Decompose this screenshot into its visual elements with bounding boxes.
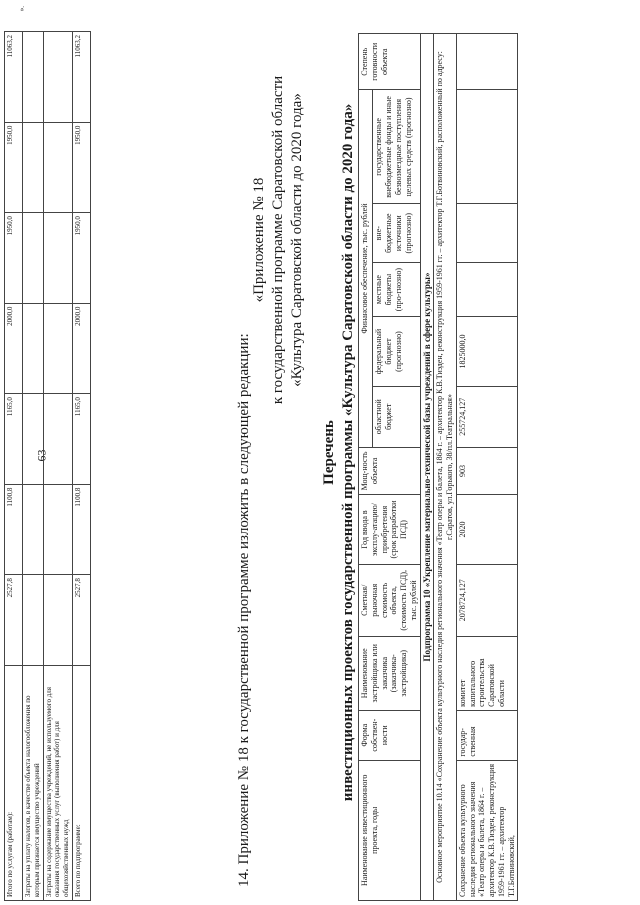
top-row-value xyxy=(43,213,72,304)
appendix-line-2: к государственной программе Саратовской области xyxy=(270,75,286,405)
cell-state-nonbudget xyxy=(456,90,518,204)
header-ownership: Форма собствен-ности xyxy=(359,710,421,760)
top-row-label: Затраты на уплату налогов, в качестве объекта налогообложения по которым признается имущество учреждений xyxy=(23,665,44,900)
top-row-value: 11063,2 xyxy=(72,32,90,123)
cell-ownership: государ-ственная xyxy=(456,710,518,760)
top-table xyxy=(4,31,91,901)
cell-federal: 1825000,0 xyxy=(456,317,518,387)
top-row-value: 2000,0 xyxy=(72,303,90,394)
header-developer: Наименование застройщика или заказчика (заказчика-застройщика) xyxy=(359,636,421,710)
list-title-line-1: Перечень xyxy=(321,420,337,485)
appendix-line-3: «Культура Саратовской области до 2020 года» xyxy=(289,93,305,387)
table-row xyxy=(456,34,518,901)
top-table-row xyxy=(5,32,23,901)
header-readiness: Степень готовности объекта xyxy=(359,34,421,91)
cell-year: 2020 xyxy=(456,495,518,565)
cell-readiness xyxy=(456,34,518,91)
header-extra: вне-бюджетные источники (прогнозно) xyxy=(373,204,420,263)
top-row-value xyxy=(43,484,72,575)
header-year: Год ввода в эксплу-атацию/ приобретения (срок разработки ПСД) xyxy=(359,495,421,565)
page-number: 63 xyxy=(34,449,49,462)
header-estimated-cost: Сметная/ рыночная стоимость объекта, (стоимость ПСД), тыс. рублей xyxy=(359,564,421,636)
list-title xyxy=(320,0,358,905)
top-row-label: Затраты на содержание имущества учреждений, не используемого для оказания государственных услуг (выполнения работ) и для общехозяйственных нужд xyxy=(43,665,72,900)
cell-developer: комитет капитального строительства Саратовской области xyxy=(456,636,518,710)
top-row-label: Всего по подпрограмме: xyxy=(72,665,90,900)
top-row-value: 1100,8 xyxy=(72,484,90,575)
top-table-row xyxy=(23,32,44,901)
header-federal: федеральный бюджет (прогнозно) xyxy=(373,317,420,387)
top-row-value: 1950,0 xyxy=(5,213,23,304)
top-table-row xyxy=(72,32,90,901)
cell-capacity: 903 xyxy=(456,447,518,495)
cell-extra xyxy=(456,204,518,263)
header-state-nonbudget: государственные внебюджетные фонды и иные безвозмездные поступления целевых средств (прогнозно) xyxy=(373,90,420,204)
cell-estimated-cost: 2078724,127 xyxy=(456,564,518,636)
top-row-value xyxy=(43,303,72,394)
top-row-value: 11063,2 xyxy=(5,32,23,123)
top-row-value xyxy=(23,32,44,123)
measure-title: Основное мероприятие 10.14 «Сохранение объекта культурного наследия регионального значения «Театр оперы и балета, 1864 г. – архитектор К.В.Тиэден, реконструкция 1959-1961 гг. – архитектор Т.Г.Ботвиновский, расположенный по адресу: г.Саратов, ул.Горького, 38/пл.Театральная» xyxy=(434,34,457,901)
header-capacity: Мощ-ность объекта xyxy=(359,447,421,495)
top-row-value xyxy=(23,213,44,304)
top-row-label: Итого по услугам (работам): xyxy=(5,665,23,900)
top-row-value: 2000,0 xyxy=(5,303,23,394)
amendment-text: 14. Приложение № 18 к государственной программе изложить в следующей редакции: xyxy=(236,333,252,887)
top-row-value xyxy=(23,575,44,666)
top-row-value xyxy=(23,122,44,213)
top-table-row xyxy=(43,32,72,901)
top-row-value: 1950,0 xyxy=(72,213,90,304)
cell-regional: 255724,127 xyxy=(456,386,518,447)
top-row-value: 1100,8 xyxy=(5,484,23,575)
top-row-value: 2527,8 xyxy=(72,575,90,666)
cell-name: Сохранение объекта культурного наследия регионального значения «Театр оперы и балета, 1864 г. – архитектор К.В.Тиэден, реконструкция 1959-1961 гг. – архитектор Т.Г.Ботвиновский, xyxy=(456,760,518,900)
closing-quote: ». xyxy=(18,6,26,12)
top-row-value xyxy=(43,32,72,123)
top-row-value: 2527,8 xyxy=(5,575,23,666)
top-row-value: 1165,0 xyxy=(72,394,90,485)
top-row-value: 1165,0 xyxy=(5,394,23,485)
header-name: Наименование инвестиционного проекта, годы xyxy=(359,760,421,900)
investment-projects-table xyxy=(358,33,518,901)
header-local: местные бюджеты (про-гнозно) xyxy=(373,263,420,317)
top-row-value xyxy=(43,575,72,666)
appendix-heading xyxy=(250,60,307,420)
subprogram-title: Подпрограмма 10 «Укрепление материально-технической базы учреждений в сфере культуры» xyxy=(420,34,434,901)
list-title-line-2: инвестиционных проектов государственной программы «Культура Саратовской области до 2020 года» xyxy=(340,103,356,802)
appendix-line-1: «Приложение № 18 xyxy=(251,177,267,303)
top-table-body xyxy=(5,32,91,901)
header-financing: Финансовое обеспечение, тыс. рублей xyxy=(359,90,373,447)
top-row-value xyxy=(43,122,72,213)
top-row-value: 1950,0 xyxy=(72,122,90,213)
top-row-value xyxy=(43,394,72,485)
header-regional: областной бюджет xyxy=(373,386,420,447)
top-row-value xyxy=(23,394,44,485)
top-row-value xyxy=(23,303,44,394)
top-row-value: 1950,0 xyxy=(5,122,23,213)
cell-local xyxy=(456,263,518,317)
top-row-value xyxy=(23,484,44,575)
